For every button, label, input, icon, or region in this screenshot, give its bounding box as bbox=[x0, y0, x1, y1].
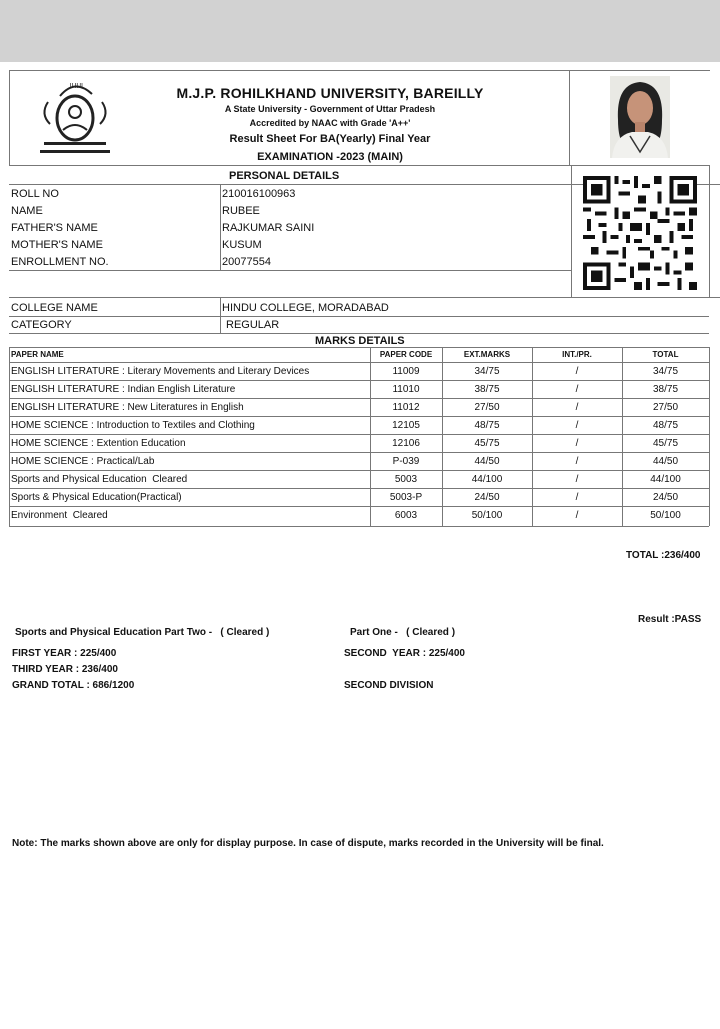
total: 44/50 bbox=[652, 456, 679, 467]
ext-marks: 44/100 bbox=[471, 474, 503, 485]
paper-code: 11010 bbox=[392, 384, 420, 395]
category-label: CATEGORY bbox=[11, 319, 72, 331]
paper-code: 11012 bbox=[392, 402, 420, 413]
paper-name: Sports & Physical Education(Practical) bbox=[11, 492, 182, 503]
marks-details-heading: MARKS DETAILS bbox=[315, 335, 405, 347]
total: 27/50 bbox=[652, 402, 679, 413]
total: 38/75 bbox=[652, 384, 679, 395]
mother-name-value: KUSUM bbox=[222, 239, 262, 251]
qr-code bbox=[583, 176, 697, 290]
university-emblem-icon bbox=[30, 74, 120, 160]
ext-marks: 50/100 bbox=[471, 510, 503, 521]
examination-title: EXAMINATION -2023 (MAIN) bbox=[257, 151, 403, 163]
disclaimer-note: Note: The marks shown above are only for display purpose. In case of dispute, marks recorded in the University will be final. bbox=[12, 838, 604, 849]
college-name-label: COLLEGE NAME bbox=[11, 302, 98, 314]
total: 24/50 bbox=[652, 492, 679, 503]
ext-marks: 34/75 bbox=[474, 366, 500, 377]
sports-part-two: Sports and Physical Education Part Two - ( Cleared ) bbox=[15, 627, 270, 638]
college-name-value: HINDU COLLEGE, MORADABAD bbox=[222, 302, 389, 314]
int-pr: / bbox=[575, 384, 579, 395]
paper-code: 12106 bbox=[392, 438, 420, 449]
int-pr: / bbox=[575, 492, 579, 503]
father-name-label: FATHER'S NAME bbox=[11, 222, 98, 234]
paper-name: HOME SCIENCE : Introduction to Textiles and Clothing bbox=[11, 420, 255, 431]
top-bar bbox=[0, 0, 720, 62]
name-label: NAME bbox=[11, 205, 43, 217]
paper-code: 5003 bbox=[394, 474, 418, 485]
accreditation-text: Accredited by NAAC with Grade 'A++' bbox=[249, 118, 411, 128]
col-total: TOTAL bbox=[652, 350, 679, 359]
int-pr: / bbox=[575, 456, 579, 467]
first-year: FIRST YEAR : 225/400 bbox=[12, 648, 117, 659]
paper-code: 5003-P bbox=[389, 492, 423, 503]
ext-marks: 38/75 bbox=[474, 384, 500, 395]
paper-name: HOME SCIENCE : Practical/Lab bbox=[11, 456, 155, 467]
division: SECOND DIVISION bbox=[344, 680, 434, 691]
int-pr: / bbox=[575, 474, 579, 485]
roll-no-label: ROLL NO bbox=[11, 188, 59, 200]
grand-total: GRAND TOTAL : 686/1200 bbox=[12, 680, 135, 691]
col-int-pr: INT./PR. bbox=[562, 350, 592, 359]
int-pr: / bbox=[575, 420, 579, 431]
father-name-value: RAJKUMAR SAINI bbox=[222, 222, 315, 234]
personal-details-heading: PERSONAL DETAILS bbox=[229, 170, 340, 182]
result-status: Result :PASS bbox=[638, 614, 702, 625]
part-one: Part One - ( Cleared ) bbox=[350, 627, 456, 638]
total: 44/100 bbox=[650, 474, 681, 485]
paper-name: Sports and Physical Education Cleared bbox=[11, 474, 188, 485]
ext-marks: 44/50 bbox=[474, 456, 500, 467]
paper-name: HOME SCIENCE : Extention Education bbox=[11, 438, 186, 449]
total: 34/75 bbox=[652, 366, 679, 377]
student-photo bbox=[610, 76, 670, 158]
ext-marks: 27/50 bbox=[474, 402, 500, 413]
third-year: THIRD YEAR : 236/400 bbox=[12, 664, 118, 675]
university-title: M.J.P. ROHILKHAND UNIVERSITY, BAREILLY bbox=[176, 85, 484, 101]
enrollment-label: ENROLLMENT NO. bbox=[11, 256, 109, 268]
col-paper-code: PAPER CODE bbox=[379, 350, 433, 359]
col-ext-marks: EXT.MARKS bbox=[463, 350, 511, 359]
category-value: REGULAR bbox=[226, 319, 280, 331]
result-sheet-title: Result Sheet For BA(Yearly) Final Year bbox=[229, 133, 431, 145]
int-pr: / bbox=[575, 402, 579, 413]
paper-name: ENGLISH LITERATURE : Literary Movements and Literary Devices bbox=[11, 366, 310, 377]
int-pr: / bbox=[575, 438, 579, 449]
paper-name: Environment Cleared bbox=[11, 510, 108, 521]
paper-code: 12105 bbox=[392, 420, 420, 431]
roll-no-value: 210016100963 bbox=[222, 188, 296, 200]
paper-code: 6003 bbox=[394, 510, 418, 521]
paper-code: P-039 bbox=[392, 456, 420, 467]
col-paper-name: PAPER NAME bbox=[11, 350, 64, 359]
total: 50/100 bbox=[650, 510, 681, 521]
paper-code: 11009 bbox=[392, 366, 420, 377]
paper-name: ENGLISH LITERATURE : Indian English Literature bbox=[11, 384, 236, 395]
name-value: RUBEE bbox=[222, 205, 260, 217]
svg-text:॥॥॥: ॥॥॥ bbox=[68, 81, 84, 90]
int-pr: / bbox=[575, 510, 579, 521]
total-marks: TOTAL :236/400 bbox=[626, 550, 701, 561]
university-subtitle: A State University - Government of Uttar Pradesh bbox=[224, 104, 436, 114]
mother-name-label: MOTHER'S NAME bbox=[11, 239, 103, 251]
ext-marks: 45/75 bbox=[474, 438, 500, 449]
ext-marks: 48/75 bbox=[474, 420, 500, 431]
total: 45/75 bbox=[652, 438, 679, 449]
int-pr: / bbox=[575, 366, 579, 377]
total: 48/75 bbox=[652, 420, 679, 431]
ext-marks: 24/50 bbox=[474, 492, 500, 503]
paper-name: ENGLISH LITERATURE : New Literatures in English bbox=[11, 402, 244, 413]
second-year: SECOND YEAR : 225/400 bbox=[344, 648, 465, 659]
enrollment-value: 20077554 bbox=[222, 256, 271, 268]
